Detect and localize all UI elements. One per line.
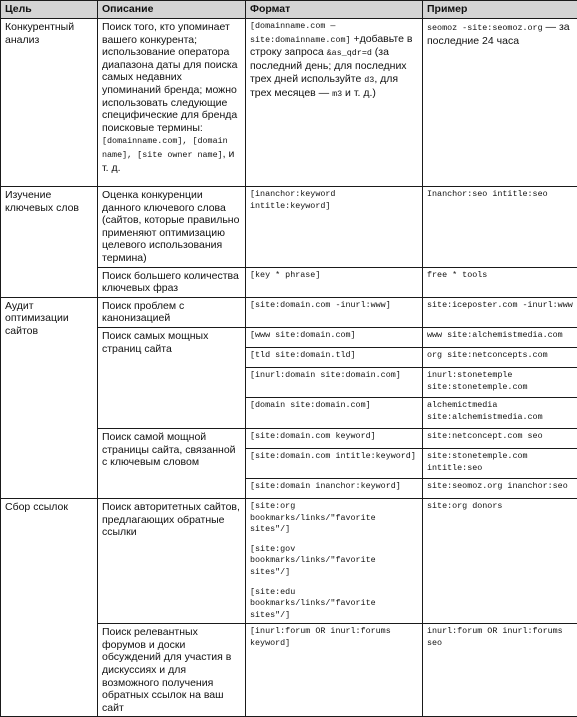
example-cell: alchemictmedia site:alchemistmedia.com (423, 397, 577, 428)
format-cell: [inurl:domain site:domain.com] (246, 367, 423, 397)
description-cell: Поиск проблем с канонизацией (98, 297, 246, 327)
format-cell: [inanchor:keyword intitle:keyword] (246, 187, 423, 268)
format-text: и т. д.) (342, 87, 376, 99)
goal-link-building: Сбор ссылок (1, 498, 98, 717)
format-query: [site:edu bookmarks/links/"favorite sites"/] (250, 587, 419, 622)
description-cell: Поиск большего количества ключевых фраз (98, 267, 246, 297)
format-cell: [site:domain.com keyword] (246, 428, 423, 448)
example-cell (423, 19, 577, 187)
example-cell: site:seomoz.org inanchor:seo (423, 478, 577, 498)
example-cell: org site:netconcepts.com (423, 347, 577, 367)
format-query: [site:org bookmarks/links/"favorite sites"/] (250, 501, 419, 536)
goal-keyword-research: Изучение ключевых слов (1, 187, 98, 298)
format-query: [site:gov bookmarks/links/"favorite sites"/] (250, 544, 419, 579)
example-cell: free * tools (423, 267, 577, 297)
format-code: m3 (332, 89, 342, 99)
example-cell: www site:alchemistmedia.com (423, 327, 577, 347)
table-row (1, 498, 577, 623)
goal-site-audit: Аудит оптимизации сайтов (1, 297, 98, 498)
format-text: +добавьте в строку запроса (250, 33, 412, 59)
description-cell: Поиск авторитетных сайтов, предлагающих обратные ссылки (98, 498, 246, 623)
table-row (1, 297, 577, 327)
format-cell: [inurl:forum OR inurl:forums keyword] (246, 624, 423, 717)
format-code: d3 (364, 75, 374, 85)
desc-text: Поиск того, кто упоминает вашего конкурента; использование оператора диапазона даты для поиска самых недавних упоминаний бренда; можно использовать следующие специфические для бренда поисковые термины: (102, 21, 238, 134)
format-cell: [site:domain inanchor:keyword] (246, 478, 423, 498)
description-cell (98, 19, 246, 187)
desc-code: [domainname.com], [domain name], [site owner name] (102, 136, 228, 160)
example-cell: site:iceposter.com -inurl:www (423, 297, 577, 327)
description-cell: Поиск релевантных форумов и доски обсуждений для участия в дискуссиях и для возможного получения обратных ссылок на ваш сайт (98, 624, 246, 717)
header-example: Пример (423, 1, 577, 19)
example-cell: site:netconcept.com seo (423, 428, 577, 448)
header-description: Описание (98, 1, 246, 19)
description-cell: Поиск самых мощных страниц сайта (98, 327, 246, 428)
header-format: Формат (246, 1, 423, 19)
example-cell: site:stonetemple.com intitle:seo (423, 448, 577, 478)
example-cell: inurl:stonetemple site:stonetemple.com (423, 367, 577, 397)
format-cell: [domain site:domain.com] (246, 397, 423, 428)
example-cell: inurl:forum OR inurl:forums seo (423, 624, 577, 717)
header-goal: Цель (1, 1, 98, 19)
format-cell (246, 19, 423, 187)
format-text: , для трех месяцев — (250, 73, 398, 99)
description-cell: Поиск самой мощной страницы сайта, связанной с ключевым словом (98, 428, 246, 498)
format-code: [domainname.com — site:domainname.com] (250, 21, 351, 45)
format-code: &as_qdr=d (327, 48, 372, 58)
format-text: (за последний день; для последних трех дней используйте (250, 46, 407, 85)
example-cell: Inanchor:seo intitle:seo (423, 187, 577, 268)
format-cell: [site:domain.com intitle:keyword] (246, 448, 423, 478)
format-cell: [site:domain.com -inurl:www] (246, 297, 423, 327)
format-cell: [tld site:domain.tld] (246, 347, 423, 367)
description-cell: Оценка конкуренции данного ключевого слова (сайтов, которые правильно применяют оптимизацию целевого использования термина) (98, 187, 246, 268)
format-cell (246, 498, 423, 623)
header-row (1, 1, 577, 19)
desc-tail: , и т. д. (102, 148, 234, 174)
example-code: seomoz -site:seomoz.org (427, 23, 543, 33)
goal-competitive-analysis: Конкурентный анализ (1, 19, 98, 187)
table-row (1, 19, 577, 187)
format-cell: [key * phrase] (246, 267, 423, 297)
format-cell: [www site:domain.com] (246, 327, 423, 347)
table-row (1, 187, 577, 268)
example-text: — за последние 24 часа (427, 21, 570, 47)
example-cell: site:org donors (423, 498, 577, 623)
